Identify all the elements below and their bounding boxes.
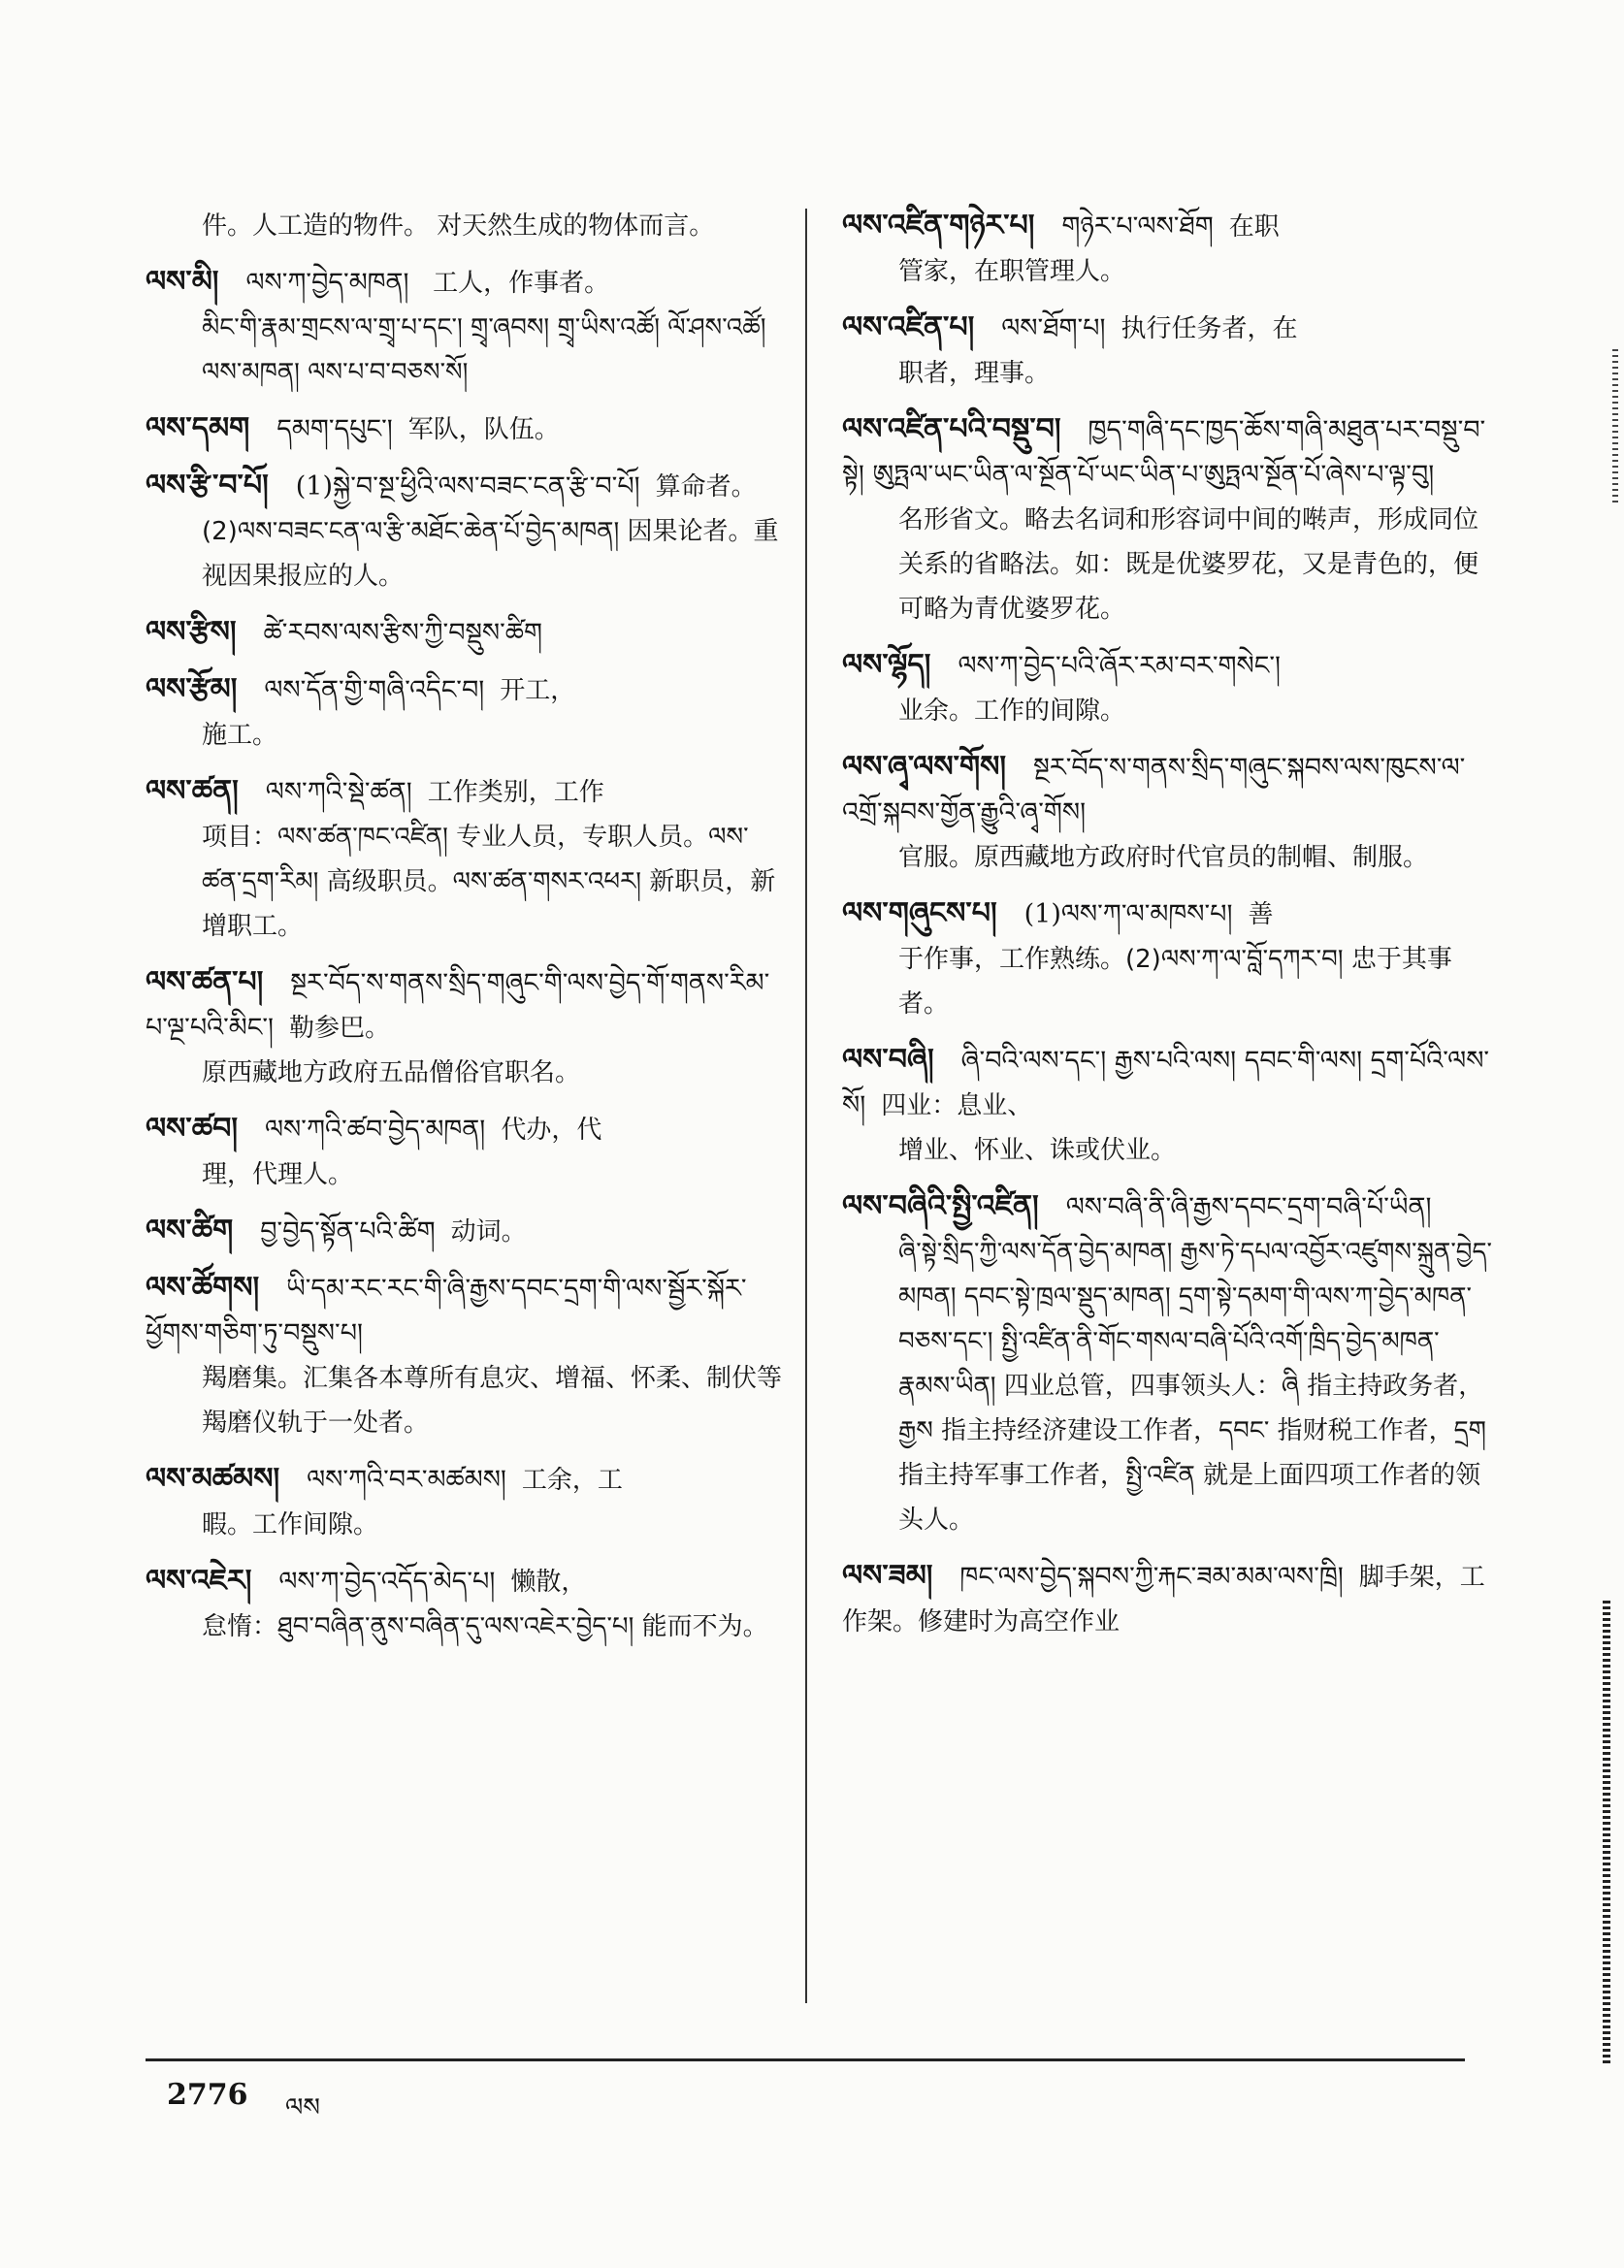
running-head: ལས: [285, 2093, 320, 2122]
continued-text: 件。人工造的物件。 对天然生成的物体而言。: [202, 211, 715, 241]
entry-headword: ལས་ཚན་པ།: [146, 965, 264, 999]
dictionary-entry: [146, 406, 786, 452]
entry-headword: ལས་ཟམ།: [842, 1559, 933, 1593]
entry-chinese-gloss: 执行任务者，在: [1121, 314, 1298, 343]
entry-tibetan-definition: སྔར་བོད་ས་གནས་སྲིད་གཞུང་སྐབས་ལས་ཁུངས་ལ་འགྲོ་སྐབས་གྱོན་རྒྱུའི་ཞྭ་གོས།: [842, 753, 1466, 827]
entry-tibetan-definition: ལས་དོན་གྱི་གཞི་འདིང་བ།: [264, 675, 485, 705]
entry-headword: ལས་ཚབ།: [146, 1112, 238, 1146]
entry-chinese-gloss: 脚手架，工作架。修建时为高空作业: [842, 1563, 1485, 1636]
entry-continuation: 原西藏地方政府五品僧俗官职名。: [202, 1058, 581, 1087]
entry-tibetan-definition: ལས་ཀའི་ཚབ་བྱེད་མཁན།: [264, 1115, 486, 1145]
entry-chinese-gloss: 工人，作事者。: [433, 269, 610, 298]
dictionary-entry: [146, 1266, 786, 1445]
entry-headword: ལས་ཞྭ་ལས་གོས།: [842, 750, 1006, 784]
dictionary-entry: [842, 1554, 1492, 1644]
dictionary-entry: [842, 1184, 1492, 1542]
column-divider: [805, 209, 807, 2003]
entry-headword: ལས་གཞུངས་པ།: [842, 896, 997, 930]
dictionary-entry: [842, 407, 1492, 632]
entry-continuation: 名形省文。略去名词和形容词中间的啭声，形成同位关系的省略法。如：既是优婆罗花，又是青色的，便可略为青优婆罗花。: [898, 505, 1479, 624]
dictionary-entry: [146, 464, 786, 599]
entry-headword: ལས་ཚན།: [146, 774, 239, 808]
entry-headword: ལས་འཛིན་གཉེར་པ།: [842, 209, 1035, 243]
entry-tibetan-definition: ལས་ཐོག་པ།: [1001, 313, 1106, 343]
dictionary-entry: [842, 643, 1492, 733]
entry-chinese-gloss: 工余，工: [521, 1466, 623, 1495]
entry-continuation: 业余。工作的间隙。: [898, 697, 1126, 726]
entry-headword: ལས་རྩོམ།: [146, 672, 238, 706]
entry-chinese-gloss: 动词。: [450, 1217, 527, 1247]
page-number: 2776: [167, 2078, 248, 2112]
entry-headword: ལས་བཞི།: [842, 1043, 934, 1077]
entry-headword: ལས་ཚིག: [146, 1214, 234, 1247]
entry-chinese-gloss: 军队，队伍。: [407, 415, 560, 444]
entry-continuation: 职者，理事。: [898, 359, 1051, 388]
entry-headword: ལས་འཇེར།: [146, 1564, 252, 1598]
entry-tibetan-definition: ལས་ཀའི་སྡེ་ཚན།: [265, 777, 412, 807]
entry-continuation: 理，代理人。: [202, 1160, 354, 1189]
entry-tibetan-definition: (1)ལས་ཀ་ལ་མཁས་པ།: [1023, 899, 1233, 929]
dictionary-entry: [146, 667, 786, 758]
entry-headword: ལས་རྩིས།: [146, 615, 237, 649]
entry-list: [146, 260, 786, 1649]
entry-tibetan-definition: ལས་ཀ་བྱེད་མཁན།: [245, 268, 418, 298]
entry-continuation: 于作事，工作熟练。(2)ལས་ཀ་ལ་བློ་དཀར་བ། 忠于其事者。: [898, 945, 1452, 1019]
entry-chinese-gloss: 四业：息业、: [881, 1091, 1033, 1120]
entry-chinese-gloss: 算命者。: [655, 472, 757, 502]
left-column: [146, 204, 786, 1661]
entry-continuation: 官服。原西藏地方政府时代官员的制帽、制服。: [898, 843, 1429, 872]
entry-tibetan-definition: ཡི་དམ་རང་རང་གི་ཞི་རྒྱས་དབང་དྲག་གི་ལས་སྦྱོར་སྐོར་ཕྱོགས་གཅིག་ཏུ་བསྡུས་པ།: [146, 1274, 747, 1348]
entry-tibetan-definition: གཉེར་པ་ལས་ཐོག: [1061, 211, 1214, 242]
entry-tibetan-definition: དམག་དཔུང་།: [276, 414, 393, 444]
dictionary-entry: [146, 1457, 786, 1547]
entry-continuation: 暇。工作间隙。: [202, 1510, 379, 1539]
dictionary-entry: [842, 204, 1492, 294]
entry-continuation: མིང་གི་རྣམ་གྲངས་ལ་གྲྭ་པ་དང་། གྲྭ་ཞབས། གྲྭ་ཡིས་འཚོ། ལོ་ཤས་འཚོ། ལས་མཁན། ལས་པ་བ་བཅས་སོ།: [202, 313, 766, 387]
entry-headword: ལས་བཞིའི་སྤྱི་འཛིན།: [842, 1189, 1039, 1223]
entry-continuation: 项目：ལས་ཚན་ཁང་འཛིན། 专业人员，专职人员。ལས་ཚན་དྲག་རིམ། 高级职员。ལས་ཚན་གསར་འཕར། 新职员，新增职工。: [202, 823, 776, 941]
dictionary-entry: [146, 260, 786, 395]
entry-chinese-gloss: 代办，代: [501, 1116, 602, 1145]
entry-tibetan-definition: སྔར་བོད་ས་གནས་སྲིད་གཞུང་གི་ལས་བྱེད་གོ་གནས་རིམ་པ་ལྔ་པའི་མིང་།: [146, 968, 770, 1043]
entry-continuation: (2)ལས་བཟང་ངན་ལ་རྩི་མཐོང་ཆེན་པོ་བྱེད་མཁན། 因果论者。重视因果报应的人。: [202, 517, 779, 591]
entry-tibetan-definition: ཚེ་རབས་ལས་རྩིས་ཀྱི་བསྡུས་ཚིག: [263, 618, 543, 648]
entry-chinese-gloss: 工作类别，工作: [427, 778, 604, 807]
dictionary-entry: [842, 306, 1492, 396]
entry-chinese-gloss: 开工，: [500, 676, 576, 705]
entry-continuation: 怠惰：ཐུབ་བཞིན་ནུས་བཞིན་དུ་ལས་འཇེར་བྱེད་པ། 能而不为。: [202, 1612, 768, 1641]
dictionary-entry: [146, 610, 786, 656]
entry-tibetan-definition: ཁྱད་གཞི་དང་ཁྱད་ཆོས་གཞི་མཐུན་པར་བསྡུ་བ་སྟེ། ཨུཏྤལ་ཡང་ཡིན་ལ་སྔོན་པོ་ཡང་ཡིན་པ་ཨུཏྤལ་སྔོན་པོ་ཞེས་པ་ལྟ་བུ།: [842, 415, 1486, 490]
dictionary-entry: [146, 1559, 786, 1649]
entry-chinese-gloss: 善: [1248, 900, 1274, 929]
binding-edge-mark: [1612, 349, 1618, 504]
entry-chinese-gloss: 勒参巴。: [289, 1014, 391, 1043]
dictionary-entry: [146, 960, 786, 1095]
entry-list: [842, 204, 1492, 1644]
entry-continuation: 羯磨集。汇集各本尊所有息灾、增福、怀柔、制伏等羯磨仪轨于一处者。: [202, 1364, 783, 1438]
entry-chinese-gloss: 懒散，: [510, 1568, 587, 1597]
entry-tibetan-definition: བྱ་བྱེད་སྟོན་པའི་ཚིག: [260, 1216, 436, 1247]
entry-tibetan-definition: ལས་ཀའི་བར་མཚམས།: [307, 1465, 506, 1495]
dictionary-entry: [146, 1209, 786, 1254]
entry-headword: ལས་རྩི་བ་པོ།: [146, 469, 269, 502]
entry-headword: ལས་འཛིན་པའི་བསྡུ་བ།: [842, 412, 1061, 446]
entry-continuation: 管家，在职管理人。: [898, 257, 1126, 286]
dictionary-entry: [842, 891, 1492, 1026]
entry-headword: ལས་ཚོགས།: [146, 1271, 260, 1305]
entry-headword: ལས་ལྷོད།: [842, 648, 931, 682]
entry-headword: ལས་དམག: [146, 411, 250, 445]
dictionary-entry: [842, 745, 1492, 880]
entry-tibetan-definition: ལས་ཀ་བྱེད་འདོད་མེད་པ།: [278, 1567, 496, 1597]
entry-headword: ལས་མཚམས།: [146, 1462, 280, 1496]
right-column: [842, 204, 1492, 1656]
entry-tibetan-definition: ལས་ཀ་བྱེད་པའི་ཞོར་རམ་བར་གསེང་།: [958, 651, 1281, 681]
entry-headword: ལས་མི།: [146, 265, 219, 299]
dictionary-entry: [146, 1107, 786, 1197]
dictionary-entry: [842, 1038, 1492, 1173]
entry-chinese-gloss: 在职: [1228, 212, 1280, 242]
footer-rule: [146, 2058, 1465, 2061]
entry-continuation: 施工。: [202, 721, 278, 750]
binding-edge-mark: [1603, 1601, 1610, 2066]
entry-headword: ལས་འཛིན་པ།: [842, 310, 975, 344]
entry-tibetan-definition: ཞི་བའི་ལས་དང་། རྒྱས་པའི་ལས། དབང་གི་ལས། དྲག་པོའི་ལས་སོ།: [842, 1046, 1490, 1120]
entry-tibetan-definition: (1)སྐྱེ་བ་སྔ་ཕྱིའི་ལས་བཟང་ངན་རྩི་བ་པོ།: [295, 471, 640, 502]
entry-continuation: ཞི་སྟེ་སྲིད་ཀྱི་ལས་དོན་བྱེད་མཁན། རྒྱས་ཏེ་དཔལ་འབྱོར་འཛུགས་སྐྲུན་བྱེད་མཁན། དབང་སྟེ་ཁྲལ་སྡུད་མཁན། དྲག་སྟེ་དམག་གི་ལས་ཀ་བྱེད་མཁན་བཅས་དང་། སྤྱི་འཛིན་ནི་གོང་གསལ་བཞི་པོའི་འགོ་ཁྲིད་བྱེད་མཁན་རྣམས་ཡིན། 四业总管，四事领头人：ཞི 指主持政务者，རྒྱས 指主持经济建设工作者，དབང་ 指财税工作者，དྲག 指主持军事工作者，སྤྱི་འཛིན 就是上面四项工作者的领头人。: [898, 1238, 1492, 1535]
dictionary-entry: [146, 769, 786, 949]
entry-continuation: 增业、怀业、诛或伏业。: [898, 1136, 1177, 1165]
entry-tibetan-definition: ཁང་ལས་བྱེད་སྐབས་ཀྱི་རྐང་ཟམ་མམ་ལས་ཁྲི།: [959, 1562, 1344, 1592]
entry-tibetan-definition: ལས་བཞི་ནི་ཞི་རྒྱས་དབང་དྲག་བཞི་པོ་ཡིན།: [1065, 1192, 1432, 1222]
